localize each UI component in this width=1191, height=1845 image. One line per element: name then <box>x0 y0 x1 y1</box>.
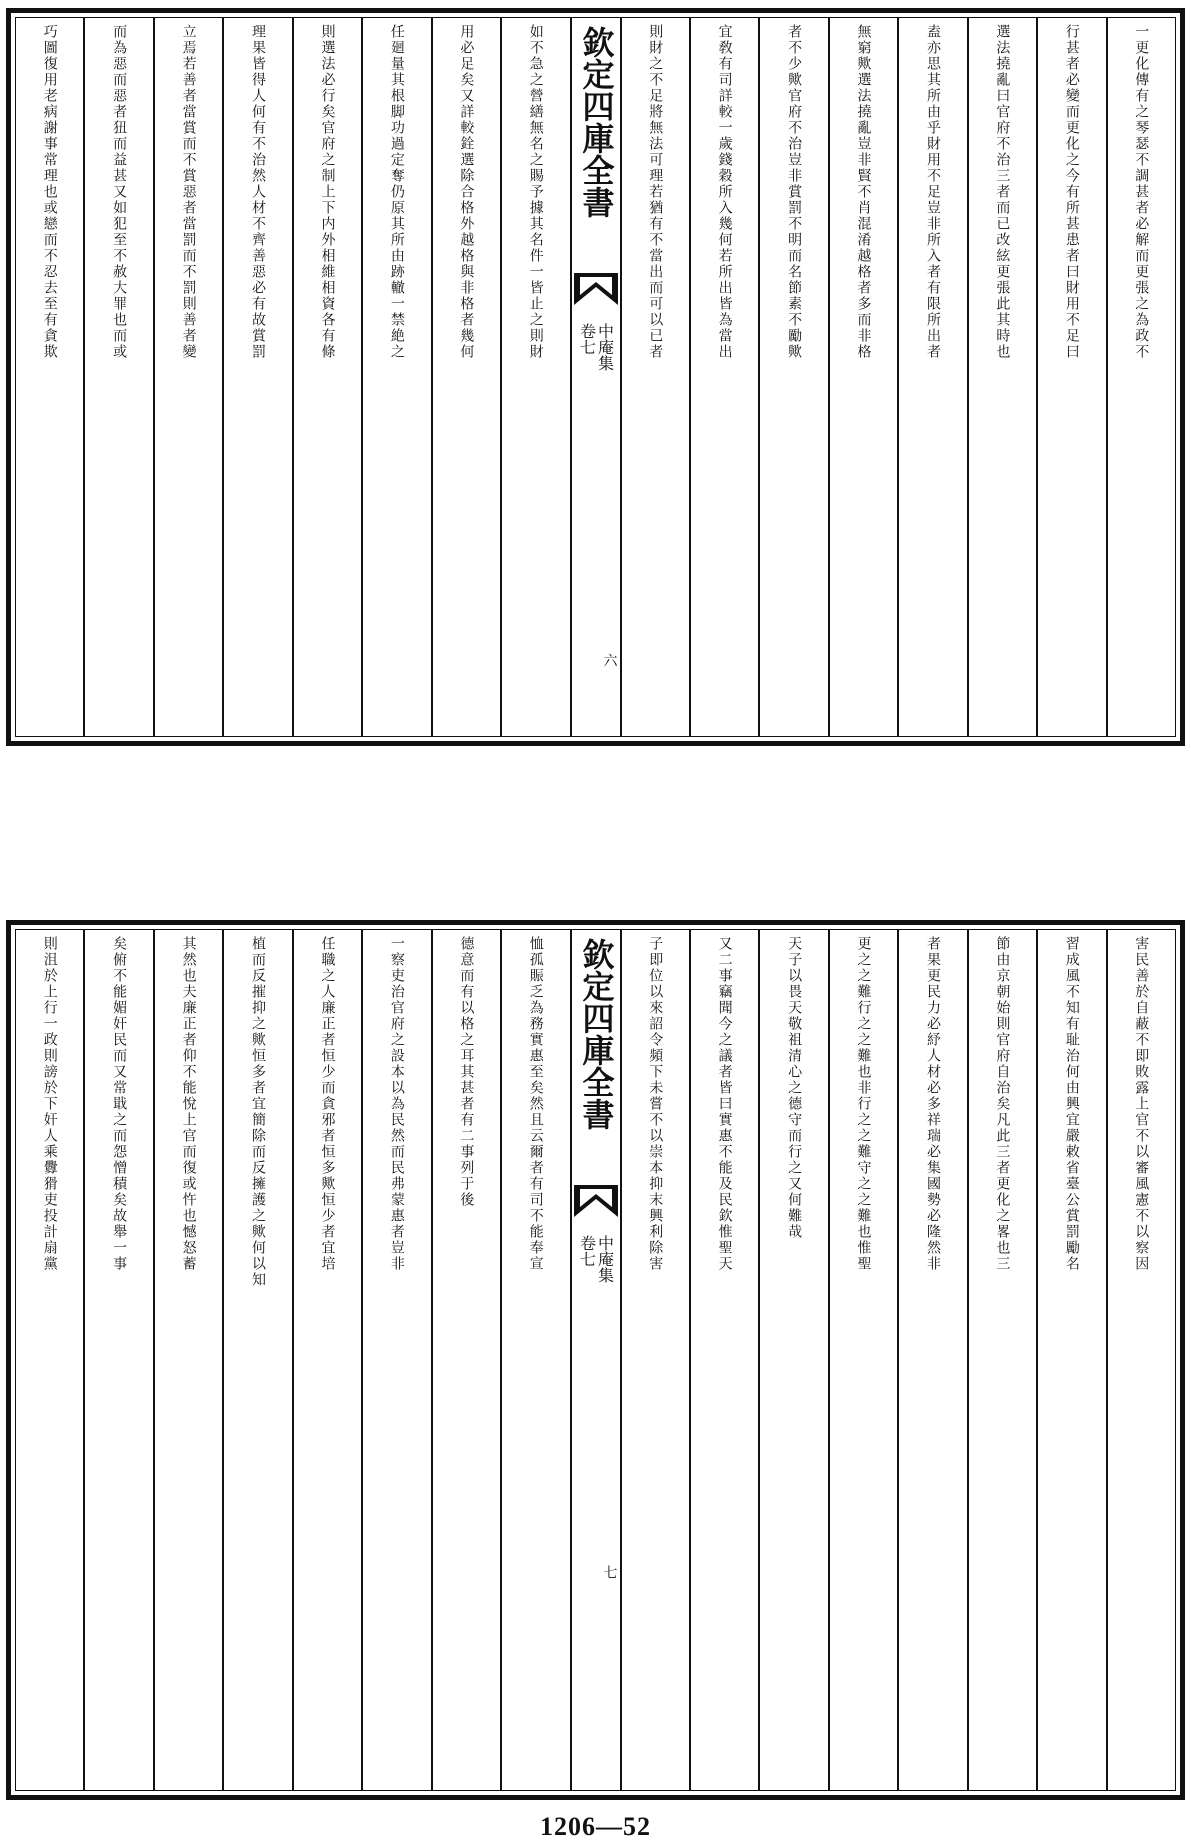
lower-center-margin <box>570 930 620 1790</box>
lower-column-6-text: 天子以畏天敬祖清心之德守而行之又何難哉 <box>786 936 803 1240</box>
lower-column-9-text: 恤孤賑乏為務實惠至矣然且云爾者有司不能奉宣 <box>527 936 544 1272</box>
upper-column-9-text: 如不急之營繕無名之賜予據其名件一皆止之則財 <box>527 24 544 360</box>
upper-column-15-text: 而為惡而惡者狃而益甚又如犯至不赦大罪也而或 <box>111 24 128 360</box>
upper-column-2-text: 行甚者必變而更化之今有所甚患者曰財用不足曰 <box>1063 24 1080 360</box>
upper-center-margin <box>570 18 620 736</box>
lower-column-10 <box>431 930 500 1790</box>
lower-column-5-text: 更之之難行之之難也非行之之難守之之難也惟聖 <box>855 936 872 1272</box>
lower-column-10-text: 德意而有以格之耳其甚者有二事列于後 <box>458 936 475 1208</box>
lower-column-13-text: 植而反摧抑之歟恒多者宜簡除而反擁護之歟何以知 <box>250 936 267 1288</box>
upper-column-7-text: 宜敎有司詳較一歲錢穀所入幾何若所出皆為當出 <box>716 24 733 360</box>
lower-column-3-text: 節由京朝始則官府自治矣凡此三者更化之畧也三 <box>994 936 1011 1272</box>
fish-tail-icon <box>574 1185 618 1217</box>
upper-column-4-text: 盍亦思其所由乎財用不足豈非所入者有限所出者 <box>924 24 941 360</box>
upper-collection-title: 欽定四庫全書 <box>577 26 616 218</box>
upper-volume-label <box>572 323 620 371</box>
upper-column-12 <box>292 18 361 736</box>
lower-column-16-text: 則沮於上行一政則謗於下奸人乘釁猾吏投計扇黨 <box>41 936 58 1272</box>
page-reference: 1206—52 <box>540 1812 651 1841</box>
upper-column-10 <box>431 18 500 736</box>
lower-column-5 <box>828 930 897 1790</box>
upper-book-title: 中庵集 <box>595 323 615 371</box>
upper-column-5 <box>828 18 897 736</box>
lower-page-columns <box>16 930 1175 1790</box>
upper-column-11-text: 任廻量其根脚功過定奪仍原其所由跡轍一禁絶之 <box>388 24 405 360</box>
upper-column-12-text: 則選法必行矣官府之制上下内外相維相資各有條 <box>319 24 336 360</box>
lower-column-2 <box>1036 930 1105 1790</box>
upper-column-14-text: 立焉若善者當賞而不賞惡者當罰而不罰則善者變 <box>180 24 197 360</box>
upper-page-columns <box>16 18 1175 736</box>
lower-column-1-text: 害民善於自蔽不即敗露上官不以審風憲不以察因 <box>1133 936 1150 1272</box>
upper-column-6-text: 者不少歟官府不治豈非賞罰不明而名節素不勵歟 <box>786 24 803 360</box>
lower-column-15-text: 矣俯不能媚奸民而又常戢之而怨憎積矣故舉一事 <box>111 936 128 1272</box>
upper-column-1 <box>1106 18 1175 736</box>
upper-page-inner-frame <box>15 17 1176 737</box>
lower-column-15 <box>83 930 152 1790</box>
upper-column-3-text: 選法撓亂曰官府不治三者而已改絃更張此其時也 <box>994 24 1011 360</box>
lower-column-9 <box>500 930 569 1790</box>
upper-column-13 <box>222 18 291 736</box>
lower-volume-number: 卷七 <box>577 1235 597 1267</box>
upper-column-13-text: 理果皆得人何有不治然人材不齊善惡必有故賞罰 <box>250 24 267 360</box>
lower-column-8-text: 子即位以來詔令頻下未嘗不以崇本抑末興利除害 <box>647 936 664 1272</box>
lower-column-4 <box>897 930 966 1790</box>
upper-column-4 <box>897 18 966 736</box>
lower-column-1 <box>1106 930 1175 1790</box>
lower-collection-title: 欽定四庫全書 <box>577 938 616 1130</box>
fish-tail-icon <box>574 273 618 305</box>
upper-column-1-text: 一更化傳有之琴瑟不調甚者必解而更張之為政不 <box>1133 24 1150 360</box>
lower-column-12-text: 任職之人廉正者恒少而貪邪者恒多歟恒少者宜培 <box>319 936 336 1272</box>
upper-column-5-text: 無窮歟選法撓亂豈非賢不肖混淆越格者多而非格 <box>855 24 872 360</box>
lower-book-title: 中庵集 <box>595 1235 615 1283</box>
upper-column-2 <box>1036 18 1105 736</box>
lower-column-13 <box>222 930 291 1790</box>
upper-column-15 <box>83 18 152 736</box>
upper-column-11 <box>361 18 430 736</box>
upper-column-16-text: 巧圖復用老病謝事常理也或戀而不忍去至有貪欺 <box>41 24 58 360</box>
lower-page-panel <box>6 920 1185 1800</box>
upper-column-14 <box>153 18 222 736</box>
lower-page-inner-frame <box>15 929 1176 1791</box>
upper-column-7 <box>689 18 758 736</box>
upper-column-8-text: 則財之不足將無法可理若猶有不當出而可以已者 <box>647 24 664 360</box>
upper-column-8 <box>620 18 689 736</box>
lower-column-14 <box>153 930 222 1790</box>
lower-column-6 <box>758 930 827 1790</box>
lower-column-11 <box>361 930 430 1790</box>
lower-column-12 <box>292 930 361 1790</box>
lower-column-7-text: 又二事竊聞今之議者皆曰實惠不能及民欽惟聖天 <box>716 936 733 1272</box>
lower-column-7 <box>689 930 758 1790</box>
upper-page-panel <box>6 8 1185 746</box>
lower-column-4-text: 者果更民力必紓人材必多祥瑞必集國勢必隆然非 <box>924 936 941 1272</box>
upper-column-10-text: 用必足矣又詳較銓選除合格外越格與非格者幾何 <box>458 24 475 360</box>
upper-column-9 <box>500 18 569 736</box>
lower-column-3 <box>967 930 1036 1790</box>
lower-column-16 <box>16 930 83 1790</box>
lower-column-11-text: 一察吏治官府之設本以為民然而民弗蒙惠者豈非 <box>388 936 405 1272</box>
lower-folio-number: 七 <box>601 1565 618 1579</box>
lower-column-2-text: 習成風不知有耻治何由興宜嚴敕省臺公賞罰勵名 <box>1063 936 1080 1272</box>
upper-volume-number: 卷七 <box>577 323 597 355</box>
lower-column-8 <box>620 930 689 1790</box>
upper-column-6 <box>758 18 827 736</box>
lower-volume-label <box>572 1235 620 1283</box>
upper-folio-number: 六 <box>601 653 618 667</box>
upper-column-16 <box>16 18 83 736</box>
upper-column-3 <box>967 18 1036 736</box>
lower-column-14-text: 其然也夫廉正者仰不能悅上官而復或忤也憾怒蓄 <box>180 936 197 1272</box>
